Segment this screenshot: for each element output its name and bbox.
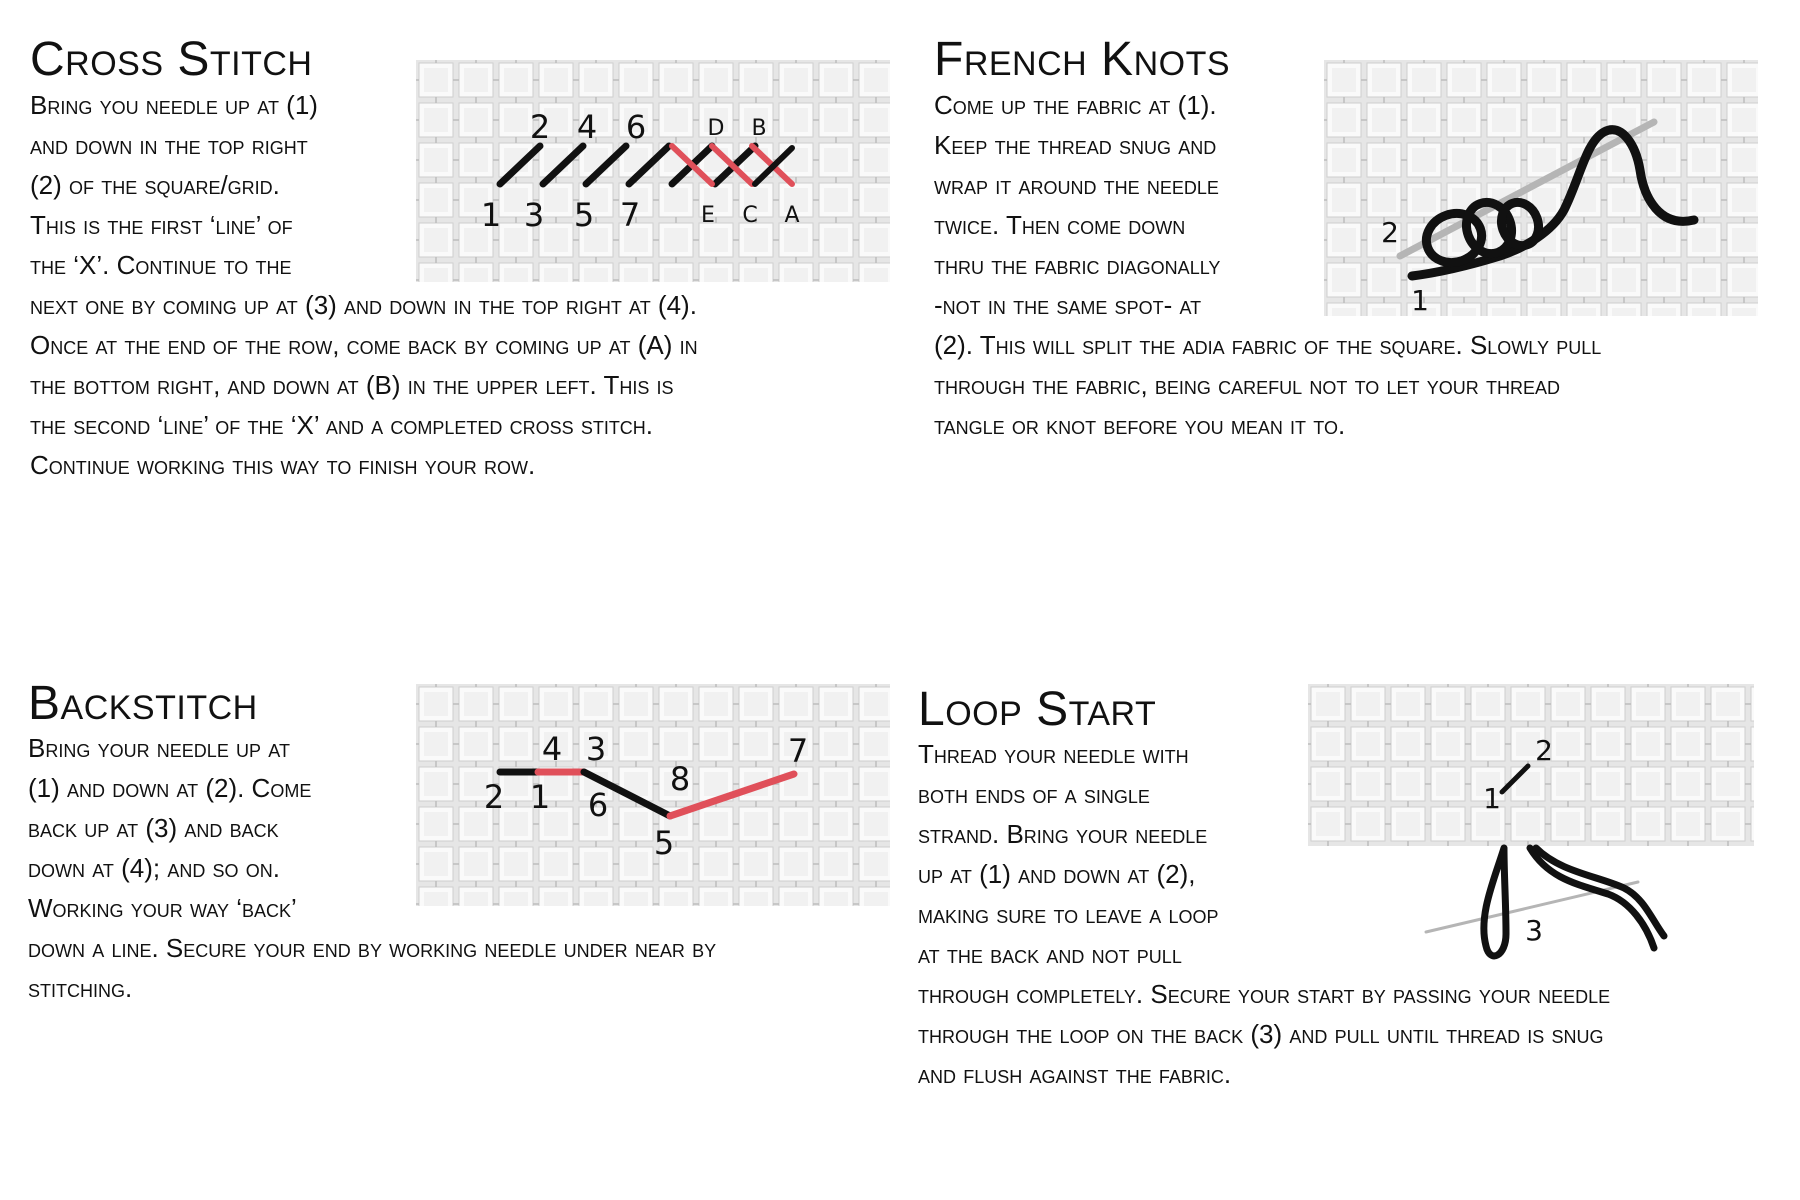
french-knots-line: thru the fabric diagonally	[934, 250, 1221, 280]
french-knots-line: wrap it around the needle	[934, 170, 1219, 200]
loop-start-line: Thread your needle with	[918, 739, 1189, 769]
cross-stitch-line: Continue working this way to finish your row.	[30, 450, 536, 480]
cross-stitch-line: the ‘X’. Continue to the	[30, 250, 292, 280]
cross-stitch-line: This is the first ‘line’ of	[30, 210, 293, 240]
loop-start-line: through the loop on the back (3) and pull until thread is snug	[918, 1019, 1604, 1049]
backstitch-label: 8	[669, 760, 691, 798]
french-label: 2	[1381, 216, 1399, 249]
cross-stitch-title: Cross Stitch	[30, 33, 313, 86]
french-knots-line: (2). This will split the adia fabric of the square. Slowly pull	[934, 330, 1602, 360]
cross-label: 6	[625, 108, 647, 146]
backstitch-label: 6	[587, 786, 609, 824]
cross-stitch-diagram	[416, 60, 890, 282]
cross-stitch-line: (2) of the square/grid.	[30, 170, 280, 200]
cross-label: 4	[576, 108, 598, 146]
loop-start-line: both ends of a single	[918, 779, 1150, 809]
backstitch-title: Backstitch	[28, 677, 258, 730]
loop-start-diagram	[1308, 684, 1754, 964]
french-knots-title: French Knots	[934, 33, 1231, 86]
loop-start-line: up at (1) and down at (2),	[918, 859, 1196, 889]
aida-fabric	[1324, 60, 1758, 316]
french-knots-line: twice. Then come down	[934, 210, 1186, 240]
cross-stitch-line: the bottom right, and down at (B) in the upper left. This is	[30, 370, 674, 400]
backstitch-line: down at (4); and so on.	[28, 853, 281, 883]
backstitch-label: 3	[585, 730, 607, 768]
backstitch-line: Bring your needle up at	[28, 733, 290, 763]
backstitch-label: 7	[787, 732, 809, 770]
backstitch-line: down a line. Secure your end by working needle under near by	[28, 933, 717, 963]
backstitch-label: 4	[541, 730, 563, 768]
cross-label: 2	[529, 108, 551, 146]
aida-fabric	[1308, 684, 1754, 846]
cross-label: E	[701, 203, 715, 228]
french-knots-line: tangle or knot before you mean it to.	[934, 410, 1346, 440]
cross-stitch-line: next one by coming up at (3) and down in the top right at (4).	[30, 290, 697, 320]
cross-label: 1	[480, 196, 502, 234]
cross-label: 3	[523, 196, 545, 234]
cross-label: 5	[573, 196, 595, 234]
french-label: 1	[1411, 284, 1429, 316]
french-knots-line: Come up the fabric at (1).	[934, 90, 1217, 120]
loop-start-line: through completely. Secure your start by passing your needle	[918, 979, 1611, 1009]
cross-label: A	[784, 203, 800, 228]
loop-label: 1	[1483, 782, 1501, 815]
french-knots-line: -not in the same spot- at	[934, 290, 1202, 320]
backstitch-label: 5	[653, 824, 675, 862]
cross-stitch-line: Once at the end of the row, come back by coming up at (A) in	[30, 330, 698, 360]
backstitch-line: back up at (3) and back	[28, 813, 279, 843]
backstitch-line: Working your way ‘back’	[28, 893, 297, 923]
aida-fabric	[416, 60, 890, 282]
backstitch-label: 2	[483, 778, 505, 816]
backstitch-diagram	[416, 684, 890, 906]
cross-label: 7	[619, 196, 641, 234]
french-knots-line: Keep the thread snug and	[934, 130, 1217, 160]
cross-label: D	[707, 116, 725, 141]
french-knots-diagram	[1324, 60, 1758, 316]
backstitch-line: (1) and down at (2). Come	[28, 773, 312, 803]
cross-stitch-line: and down in the top right	[30, 130, 308, 160]
cross-label: B	[751, 116, 767, 141]
loop-start-line: and flush against the fabric.	[918, 1059, 1232, 1089]
loop-start-line: strand. Bring your needle	[918, 819, 1208, 849]
backstitch-label: 1	[529, 778, 551, 816]
loop-label: 2	[1535, 734, 1553, 767]
cross-stitch-line: Bring you needle up at (1)	[30, 90, 318, 120]
cross-stitch-line: the second ‘line’ of the ‘X’ and a completed cross stitch.	[30, 410, 654, 440]
loop-label: 3	[1525, 914, 1543, 947]
cross-label: C	[742, 203, 758, 228]
loop-start-line: at the back and not pull	[918, 939, 1182, 969]
loop-start-line: making sure to leave a loop	[918, 899, 1219, 929]
loop-thread	[1484, 848, 1664, 956]
french-knots-line: through the fabric, being careful not to let your thread	[934, 370, 1560, 400]
loop-start-title: Loop Start	[918, 683, 1157, 736]
backstitch-line: stitching.	[28, 973, 133, 1003]
